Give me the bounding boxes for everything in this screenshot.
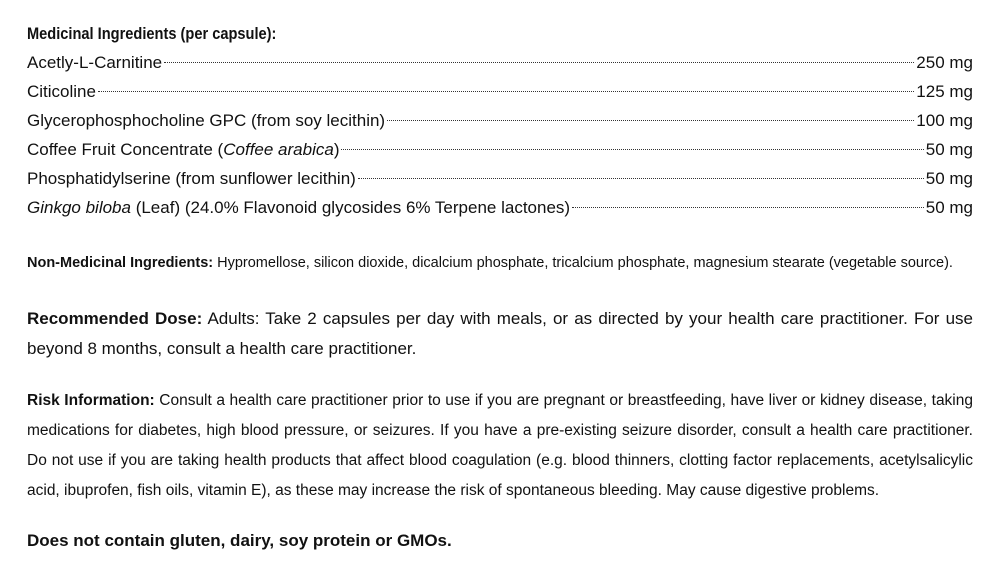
dot-leader (572, 207, 924, 208)
recommended-dose-label: Recommended Dose: (27, 309, 203, 328)
ingredient-name (27, 48, 162, 77)
ingredient-name-part: Acetly-L-Carnitine (27, 53, 163, 72)
ingredient-row (27, 135, 973, 164)
ingredient-name-part: Ginkgo biloba (27, 198, 131, 217)
dot-leader (358, 178, 924, 179)
ingredient-name-part: Glycerophosphocholine GPC (from soy lecithin) (27, 111, 386, 130)
ingredient-amount: 100 mg (916, 111, 973, 130)
ingredient-amount: 250 mg (916, 53, 973, 72)
ingredient-amount: 50 mg (925, 169, 973, 188)
dot-leader (387, 120, 914, 121)
ingredient-name (27, 77, 96, 106)
ingredient-name-part: Phosphatidylserine (from sunflower lecithin) (27, 169, 356, 188)
ingredient-amount: 50 mg (925, 140, 973, 159)
ingredient-row (27, 164, 973, 193)
dot-leader (164, 62, 914, 63)
ingredient-row (27, 193, 973, 222)
ingredient-row (27, 106, 973, 135)
ingredient-name-part: (Leaf) (24.0% Flavonoid glycosides 6% Terpene lactones) (130, 198, 571, 217)
recommended-dose-text: Adults: Take 2 capsules per day with meals, or as directed by your health care practitioner. For use beyond 8 months, consult a health care practitioner. (27, 309, 973, 358)
dot-leader (98, 91, 914, 92)
non-medicinal-text: Hypromellose, silicon dioxide, dicalcium phosphate, tricalcium phosphate, magnesium stearate (vegetable source). (213, 255, 953, 271)
ingredient-name-part: Coffee Fruit Concentrate ( (27, 140, 224, 159)
risk-information-text: Consult a health care practitioner prior to use if you are pregnant or breastfeeding, have liver or kidney disease, taking medications for diabetes, high blood pressure, or seizures. If you have a pre-existing seizure disorder, consult a health care practitioner. Do not use if you are taking health products that affect blood coagulation (e.g. blood thinners, clotting factor replacements, acetylsalicylic acid, ibuprofen, fish oils, vitamin E), as these may increase the risk of spontaneous bleeding. May cause digestive problems. (27, 392, 973, 499)
ingredient-name (27, 135, 339, 164)
risk-information-label: Risk Information: (27, 392, 155, 409)
non-medicinal-label: Non-Medicinal Ingredients: (27, 255, 214, 271)
ingredient-name (27, 164, 356, 193)
medicinal-ingredients-heading: Medicinal Ingredients (per capsule): (27, 24, 277, 43)
ingredient-name (27, 193, 570, 222)
recommended-dose (27, 304, 973, 364)
non-medicinal-ingredients (27, 248, 973, 278)
risk-information (27, 386, 973, 506)
ingredient-name-part: Citicoline (27, 82, 96, 101)
free-of-statement: Does not contain gluten, dairy, soy protein or GMOs. (27, 531, 452, 550)
ingredient-row (27, 48, 973, 77)
supplement-facts-panel (27, 22, 973, 550)
dot-leader (341, 149, 923, 150)
ingredient-amount: 125 mg (916, 82, 973, 101)
ingredient-name (27, 106, 385, 135)
ingredient-amount: 50 mg (925, 198, 973, 217)
medicinal-ingredients-list (27, 48, 973, 222)
ingredient-name-part: Coffee arabica (223, 140, 334, 159)
ingredient-name-part: ) (333, 140, 340, 159)
ingredient-row (27, 77, 973, 106)
